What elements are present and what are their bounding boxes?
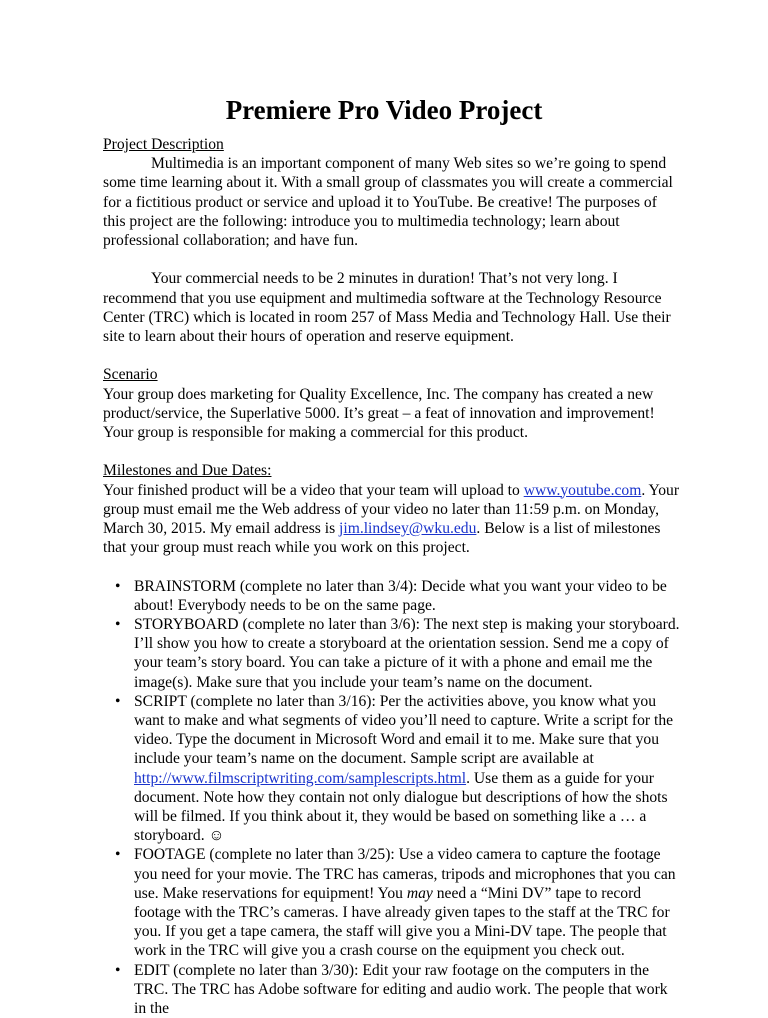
footage-emphasis: may — [406, 884, 433, 902]
document-body — [103, 135, 681, 1018]
bullet-icon: • — [115, 577, 121, 595]
milestones-intro-text-1: Your finished product will be a video that your team will upload to — [103, 481, 524, 499]
storyboard-text: STORYBOARD (complete no later than 3/6): The next step is making your storyboard. I’ll show you how to create a storyboard at the orientation session. Send me a copy of your team’s story board. You can take a picture of it with a phone and email me the image(s). Make sure that you include your team’s name on the document. — [134, 616, 680, 691]
youtube-link[interactable]: www.youtube.com — [523, 481, 642, 499]
list-item-script — [103, 692, 681, 846]
project-description-paragraph-1: Multimedia is an important component of many Web sites so we’re going to spend some time learning about it. With a small group of classmates you will create a commercial for a fictitious product or service and upload it to YouTube. Be creative! The purposes of this project are the following: introduce you to multimedia technology; learn about professional collaboration; and have fun. — [103, 155, 673, 250]
sample-scripts-link[interactable]: http://www.filmscriptwriting.com/samplescripts.html — [134, 769, 467, 787]
list-item-footage — [103, 845, 681, 960]
milestones-list — [103, 577, 681, 1018]
project-description-paragraph-2: Your commercial needs to be 2 minutes in duration! That’s not very long. I recommend that you use equipment and multimedia software at the Technology Resource Center (TRC) which is located in room 257 of Mass Media and Technology Hall. Use their site to learn about their hours of operation and reserve equipment. — [103, 270, 671, 346]
scenario-heading: Scenario — [103, 366, 158, 384]
email-link[interactable]: jim.lindsey@wku.edu — [339, 520, 477, 538]
footage-text-2: need a “Mini DV” tape to record footage with the TRC’s cameras. I have already given tapes to the staff at the TRC for you. If you get a tape camera, the staff will give you a Mini-DV tape. The people that work in the TRC will give you a crash course on the equipment you check out. — [134, 884, 670, 960]
script-text-2: . Use them as a guide for your document. Note how they contain not only dialogue but descriptions of how the shots will be filmed. If you think about it, they would be based on something like a … a storyboard. ☺ — [134, 769, 668, 845]
script-text-1: SCRIPT (complete no later than 3/16): Per the activities above, you know what you want to make and what segments of video you’ll need to capture. Write a script for the video. Type the document in Microsoft Word and email it to me. Make sure that you include your team’s name on the document. Sample script are available at — [134, 692, 674, 768]
milestones-intro-text-3: . Below is a list of milestones that your group must reach while you work on this project. — [103, 520, 661, 557]
brainstorm-text: BRAINSTORM (complete no later than 3/4): Decide what you want your video to be about! Everybody needs to be on the same page. — [134, 577, 667, 614]
bullet-icon: • — [115, 961, 121, 979]
list-item-storyboard — [103, 615, 681, 692]
list-item-brainstorm — [103, 577, 681, 615]
milestones-intro-text-2: . Your group must email me the Web address of your video no later than 11:59 p.m. on Monday, March 30, 2015. My email address is — [103, 481, 680, 538]
milestones-intro — [103, 481, 681, 558]
edit-text: EDIT (complete no later than 3/30): Edit your raw footage on the computers in the TRC. The TRC has Adobe software for editing and audio work. The people that work in the — [134, 961, 668, 1018]
page-title: Premiere Pro Video Project — [225, 95, 543, 125]
scenario-paragraph: Your group does marketing for Quality Excellence, Inc. The company has created a new product/service, the Superlative 5000. It’s great – a feat of innovation and improvement! Your group is responsible for making a commercial for this product. — [103, 385, 655, 442]
project-description-heading: Project Description — [103, 136, 224, 153]
list-item-edit — [103, 961, 681, 1018]
bullet-icon: • — [115, 692, 121, 710]
milestones-heading: Milestones and Due Dates: — [103, 462, 272, 480]
footage-text-1: FOOTAGE (complete no later than 3/25): Use a video camera to capture the footage you need for your movie. The TRC has cameras, tripods and microphones that you can use. Make reservations for equipment! You — [134, 846, 676, 902]
bullet-icon: • — [115, 616, 121, 634]
bullet-icon: • — [115, 846, 121, 864]
